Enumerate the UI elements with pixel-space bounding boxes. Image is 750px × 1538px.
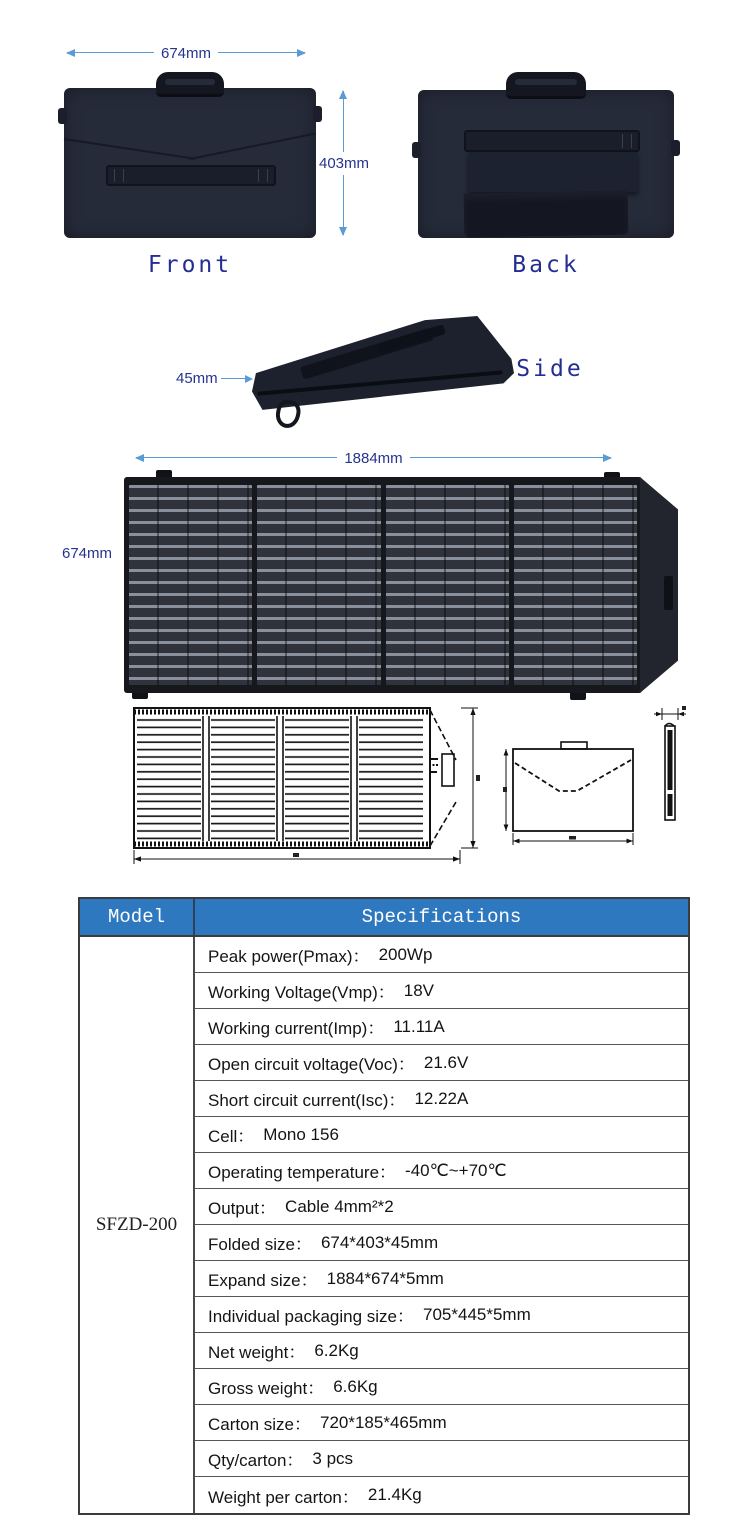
side-thickness-dimension bbox=[176, 371, 253, 386]
carry-handle bbox=[156, 72, 224, 97]
solar-panel-3 bbox=[386, 485, 509, 685]
spec-row: Open circuit voltage(Voc)： 21.6V bbox=[195, 1045, 688, 1081]
side-bottom-edge bbox=[258, 371, 504, 397]
spec-row: Qty/carton： 3 pcs bbox=[195, 1441, 688, 1477]
spec-row: Gross weight： 6.6Kg bbox=[195, 1369, 688, 1405]
front-bag-photo bbox=[64, 88, 316, 238]
line-drawing-unfolded bbox=[130, 702, 480, 867]
right-dring-tab bbox=[671, 140, 680, 156]
front-height-dimension-label: 403mm bbox=[318, 152, 370, 175]
spec-row: Cell： Mono 156 bbox=[195, 1117, 688, 1153]
line-drawing-folded-side bbox=[652, 706, 692, 831]
solar-panel-2 bbox=[257, 485, 380, 685]
spec-row: Net weight： 6.2Kg bbox=[195, 1333, 688, 1369]
right-ear-tab bbox=[313, 106, 322, 122]
side-thickness-dimension-label: 45mm bbox=[176, 371, 221, 386]
spec-row: Working Voltage(Vmp)： 18V bbox=[195, 973, 688, 1009]
spec-row: Carton size： 720*185*465mm bbox=[195, 1405, 688, 1441]
spec-row: Expand size： 1884*674*5mm bbox=[195, 1261, 688, 1297]
carry-handle bbox=[506, 72, 586, 99]
spec-row: Output： Cable 4mm²*2 bbox=[195, 1189, 688, 1225]
spec-row: Short circuit current(Isc)： 12.22A bbox=[195, 1081, 688, 1117]
front-width-dimension-arrow bbox=[66, 46, 306, 60]
expanded-width-dimension-arrow bbox=[135, 451, 612, 465]
spec-row: Weight per carton： 21.4Kg bbox=[208, 1485, 422, 1507]
flap-seam-right bbox=[190, 133, 316, 160]
spec-table-body bbox=[80, 935, 688, 1513]
spec-row: Individual packaging size： 705*445*5mm bbox=[195, 1297, 688, 1333]
left-dring-tab bbox=[412, 142, 421, 158]
front-strap bbox=[106, 165, 276, 186]
line-drawing-folded-front bbox=[503, 733, 643, 848]
left-ear-tab bbox=[58, 108, 67, 124]
back-strap bbox=[464, 130, 640, 152]
solar-panel-1 bbox=[129, 485, 252, 685]
front-view-label: Front bbox=[147, 252, 233, 278]
expanded-width-dimension-label: 1884mm bbox=[337, 451, 409, 466]
expanded-height-dimension-label: 674mm bbox=[62, 545, 113, 562]
back-pouch bbox=[464, 191, 629, 238]
flap-label-patch bbox=[664, 576, 673, 610]
specifications-header-cell: Specifications bbox=[361, 906, 522, 928]
model-header-cell: Model bbox=[80, 899, 195, 935]
spec-row: Operating temperature： -40℃~+70℃ bbox=[195, 1153, 688, 1189]
model-value-cell: SFZD-200 bbox=[80, 937, 195, 1513]
back-view-label: Back bbox=[512, 252, 580, 278]
front-width-dimension-label: 674mm bbox=[154, 46, 218, 61]
side-thickness-arrow bbox=[221, 375, 253, 383]
spec-table bbox=[78, 897, 690, 1515]
solar-panel-4 bbox=[514, 485, 637, 685]
back-bag-photo bbox=[418, 90, 674, 238]
side-view-label: Side bbox=[516, 356, 584, 382]
back-pocket-flap bbox=[468, 152, 638, 192]
flap-seam-left bbox=[64, 138, 196, 160]
panel-frame bbox=[124, 477, 642, 693]
spec-row: Folded size： 674*403*45mm bbox=[195, 1225, 688, 1261]
front-height-dimension-arrow bbox=[318, 90, 370, 236]
spec-row: Peak power(Pmax)： 200Wp bbox=[195, 937, 688, 973]
spec-row: Working current(Imp)： 11.11A bbox=[195, 1009, 688, 1045]
spec-rows bbox=[195, 937, 688, 1513]
spec-table-header bbox=[80, 899, 688, 935]
expanded-panel-photo bbox=[124, 477, 678, 693]
